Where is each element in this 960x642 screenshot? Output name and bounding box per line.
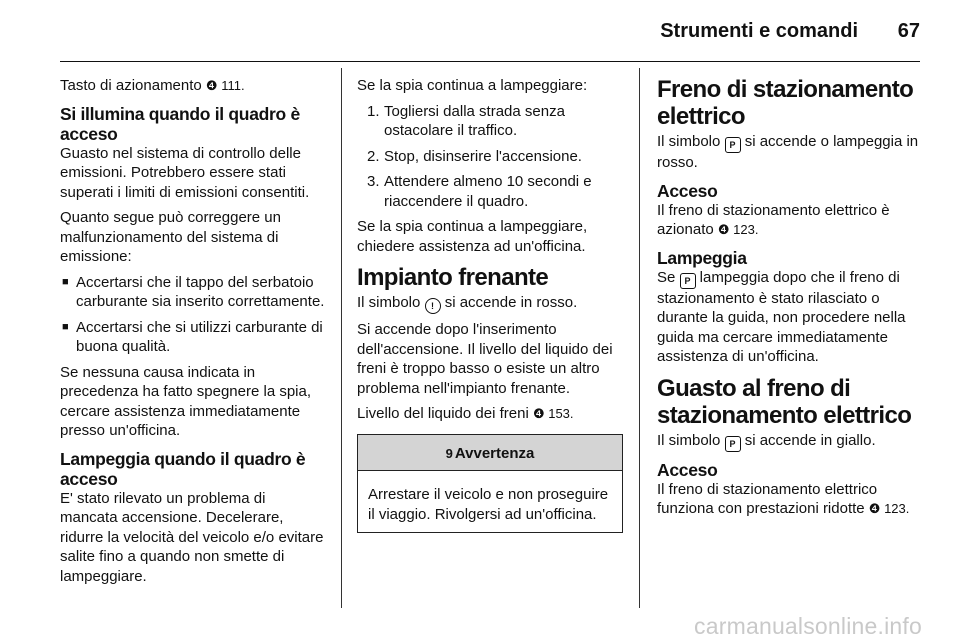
paragraph: Il simbolo P si accende o lampeggia in rosso.: [657, 133, 919, 171]
numbered-list: [357, 102, 623, 212]
bullet-list: [60, 273, 326, 357]
paragraph: Si accende dopo l'inserimento dell'accensione. Il livello del liquido dei freni è troppo basso o esiste un altro problema nell'impianto frenante.: [357, 321, 613, 397]
paragraph: Se nessuna causa indicata in precedenza ha fatto spegnere la spia, cercare assistenza immediatamente presso un'officina.: [60, 363, 312, 439]
paragraph: Quanto segue può correggere un malfunzionamento del sistema di emissione:: [60, 209, 281, 265]
warning-header: 9 Avvertenza: [358, 435, 622, 472]
heading-on: Acceso: [657, 180, 718, 201]
heading-lit: Si illumina quando il quadro è acceso: [60, 103, 300, 144]
column-divider-2: [639, 68, 640, 608]
bullet-square-icon: ■: [62, 275, 69, 288]
paragraph: Il simbolo ! si accende in rosso.: [357, 293, 623, 314]
paragraph: Il simbolo P si accende in giallo.: [657, 431, 923, 452]
paragraph: Il freno di stazionamento elettrico è azionato ❹ 123.: [657, 201, 890, 238]
parking-brake-icon: P: [680, 273, 696, 289]
paragraph: Se la spia continua a lampeggiare:: [357, 77, 588, 94]
paragraph: Se P lampeggia dopo che il freno di stazionamento è stato rilasciato o durante la guida, non procedere nella guida ma cercare immediatamente assistenza di un'officina.: [657, 268, 906, 365]
heading-parking-brake: Freno di stazionamento elettrico: [657, 76, 914, 130]
running-title: Strumenti e comandi: [660, 20, 858, 42]
intro-paragraph: Tasto di azionamento ❹ 111.: [60, 77, 245, 94]
list-item: ■ Accertarsi che il tappo del serbatoio carburante sia inserito correttamente.: [62, 273, 325, 310]
header-divider: [60, 61, 920, 62]
column-3: [657, 76, 923, 525]
watermark: carmanualsonline.info: [694, 613, 922, 639]
paragraph: Il freno di stazionamento elettrico funziona con prestazioni ridotte ❹ 123.: [657, 480, 910, 517]
warning-text: Arrestare il veicolo e non proseguire il viaggio. Rivolgersi ad un'officina.: [368, 486, 609, 523]
paragraph: Se la spia continua a lampeggiare, chiedere assistenza ad un'officina.: [357, 218, 588, 255]
list-item: 2. Stop, disinserire l'accensione.: [367, 147, 582, 165]
page-reference[interactable]: ❹ 153.: [532, 406, 574, 421]
warning-triangle-icon: 9: [445, 445, 453, 461]
page-reference[interactable]: ❹ 123.: [868, 501, 910, 516]
heading-brake-system: Impianto frenante: [357, 264, 549, 291]
list-item: 1. Togliersi dalla strada senza ostacolare il traffico.: [367, 102, 565, 139]
bullet-square-icon: ■: [62, 320, 69, 333]
list-item: ■ Accertarsi che si utilizzi carburante di buona qualità.: [62, 318, 323, 355]
heading-blink: Lampeggia: [657, 247, 747, 268]
column-divider-1: [341, 68, 342, 608]
page-reference[interactable]: ❹ 123.: [717, 222, 759, 237]
heading-on: Acceso: [657, 459, 718, 480]
paragraph: Livello del liquido dei freni ❹ 153.: [357, 405, 574, 422]
parking-brake-icon: P: [725, 137, 741, 153]
paragraph: Guasto nel sistema di controllo delle emissioni. Potrebbero essere stati superati i limiti di emissioni consentiti.: [60, 144, 310, 201]
page-header: [0, 0, 960, 60]
page-number: 67: [897, 20, 920, 42]
column-1: [60, 76, 326, 592]
page-reference[interactable]: ❹ 111.: [205, 78, 245, 93]
parking-brake-fault-icon: P: [725, 436, 741, 452]
paragraph: E' stato rilevato un problema di mancata accensione. Decelerare, ridurre la velocità del veicolo e/o evitare salite fino a quando non smette di lampeggiare.: [60, 489, 324, 585]
brake-warning-icon: !: [425, 298, 441, 314]
heading-parking-brake-fault: Guasto al freno di stazionamento elettrico: [657, 374, 912, 429]
warning-box: [357, 434, 623, 534]
list-item: 3. Attendere almeno 10 secondi e riaccendere il quadro.: [367, 173, 592, 210]
column-2: [357, 76, 623, 533]
heading-flash: Lampeggia quando il quadro è acceso: [60, 448, 306, 489]
